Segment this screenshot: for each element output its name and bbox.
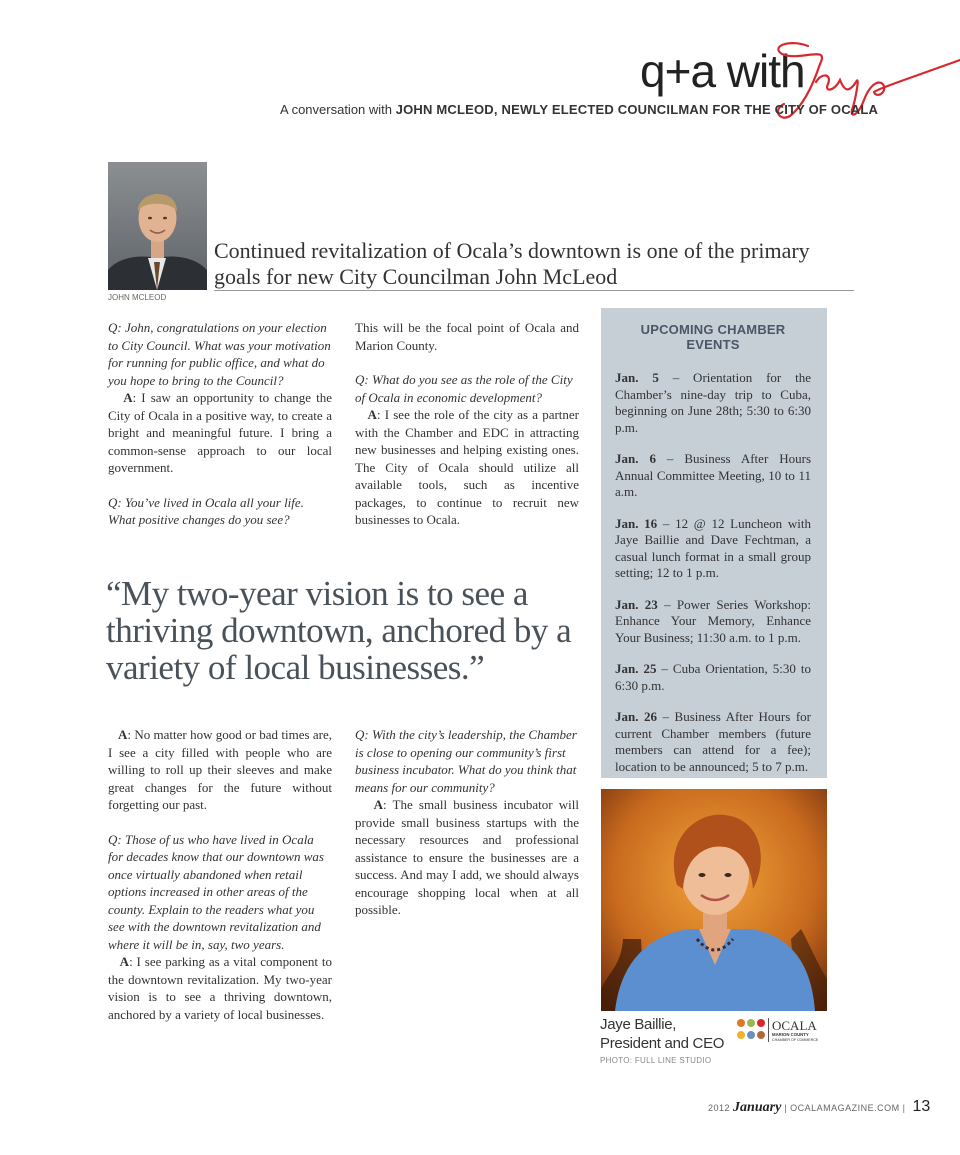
answer: [108, 726, 332, 814]
event-text: – Power Series Workshop: Enhance Your Memory, Enhance Your Business; 11:30 a.m. to 1 p.m.: [615, 596, 812, 645]
headline: Continued revitalization of Ocala’s downtown is one of the primary goals for new City Councilman John McLeod: [214, 238, 810, 290]
footer-year: 2012: [708, 1103, 731, 1113]
subtitle-prefix: A conversation with: [280, 102, 393, 117]
event-date: Jan. 6: [615, 451, 656, 466]
answer-label: A: [123, 390, 133, 405]
portrait-john-mcleod: [108, 162, 207, 290]
answer: [355, 406, 579, 529]
event-text: – Orientation for the Chamber’s nine-day trip to Cuba, beginning on June 28th; 5:30 to 6:30 p.m.: [615, 370, 812, 435]
event-text: – 12 @ 12 Luncheon with Jaye Baillie and Dave Fechtman, a casual lunch format in a small group setting; 12 to 1 p.m.: [615, 515, 811, 580]
answer-text: : No matter how good or bad times are, I see a city filled with people who are willing to roll up their sleeves and make great changes for the future without forgetting our past.: [108, 727, 333, 812]
answer-text: : I saw an opportunity to change the City of Ocala in a positive way, to create a bright and meaningful future. I bring a common-sense approach to our local government.: [108, 390, 332, 475]
events-box: [601, 308, 827, 778]
answer-text: : The small business incubator will provide small business startups with the necessary resources and professional assistance to ensure the businesses are a success. And may I add, we should always encourage shopping local when at all possible.: [355, 797, 579, 917]
answer: [108, 953, 332, 1023]
photo-credit: PHOTO: FULL LINE STUDIO: [600, 1056, 712, 1065]
event-text: – Business After Hours Annual Committee Meeting, 10 to 11 a.m.: [615, 451, 812, 499]
portrait-caption: JOHN MCLEOD: [108, 293, 167, 302]
answer: [355, 796, 579, 919]
event-date: Jan. 25: [615, 661, 657, 676]
paragraph: This will be the focal point of Ocala and Marion County.: [355, 320, 579, 353]
event-text: – Business After Hours for current Chamber members (future members can attend for a fee); location to be announced; 5 to 7 p.m.: [615, 709, 811, 774]
answer: [108, 389, 332, 477]
event-item: [615, 597, 811, 647]
subtitle: [280, 102, 878, 117]
page-number: 13: [912, 1098, 931, 1115]
answer-text: : I see the role of the city as a partner with the Chamber and EDC in attracting new businesses and helping existing ones. The City of Ocala should utilize all available tools, such as incentive packages, to continue to recruit new businesses to Ocala.: [355, 407, 579, 527]
divider: [214, 290, 854, 291]
ceo-name: [600, 1015, 724, 1053]
logo-sub2: CHAMBER OF COMMERCE: [772, 1038, 819, 1042]
event-item: [615, 516, 811, 582]
column-2: [355, 319, 579, 546]
event-date: Jan. 5: [615, 370, 659, 385]
event-text: – Cuba Orientation, 5:30 to 6:30 p.m.: [615, 661, 811, 693]
footer-month: January: [733, 1100, 782, 1115]
events-title: UPCOMING CHAMBER EVENTS: [640, 322, 786, 352]
event-date: Jan. 23: [615, 596, 658, 612]
answer-text: : I see parking as a vital component to the downtown revitalization. My two-year vision is to see a thriving downtown, anchored by a variety of local businesses.: [108, 954, 332, 1022]
answer-label: A: [367, 407, 377, 422]
event-item: [615, 661, 811, 694]
pull-quote: “My two-year vision is to see a thriving downtown, anchored by a variety of local businesses.”: [106, 574, 572, 687]
answer-label: A: [119, 954, 130, 969]
question: Q: John, congratulations on your election to City Council. What was your motivation for running for public office, and what do you hope to bring to the Council?: [108, 320, 331, 388]
question: Q: You’ve lived in Ocala all your life. What positive changes do you see?: [108, 494, 304, 527]
event-date: Jan. 26: [615, 709, 658, 724]
question: Q: What do you see as the role of the City of Ocala in economic development?: [355, 372, 573, 405]
event-date: Jan. 16: [615, 515, 658, 531]
subtitle-bold: JOHN MCLEOD, NEWLY ELECTED COUNCILMAN FOR THE CITY OF OCALA: [395, 102, 879, 117]
footer: [708, 1098, 930, 1116]
ceo-name-line1: Jaye Baillie,: [600, 1016, 677, 1033]
photo-jaye-baillie: [601, 789, 827, 1011]
ceo-name-line2: President and CEO: [600, 1035, 725, 1052]
logo-name: OCALA: [772, 1018, 817, 1033]
answer-label: A: [373, 797, 383, 812]
event-item: [615, 451, 811, 501]
question: Q: Those of us who have lived in Ocala for decades know that our downtown was once virtually abandoned when retail options increased in other areas of the county. Explain to the readers what you see with the downtown revitalization and where it will be in, say, two years.: [108, 831, 324, 952]
question: Q: With the city’s leadership, the Chamber is close to opening our community’s first business incubator. What do you think that means for our community?: [355, 727, 577, 795]
footer-site: | OCALAMAGAZINE.COM |: [784, 1103, 906, 1113]
logo-sub1: MARION COUNTY: [772, 1032, 809, 1037]
column-4: [355, 726, 579, 936]
event-item: [615, 709, 811, 775]
answer-label: A: [118, 727, 128, 742]
column-1: [108, 319, 332, 546]
column-3: [108, 726, 332, 1040]
section-title: q+a with: [640, 45, 805, 97]
ocala-chamber-logo: [736, 1016, 828, 1044]
event-item: [615, 370, 811, 436]
